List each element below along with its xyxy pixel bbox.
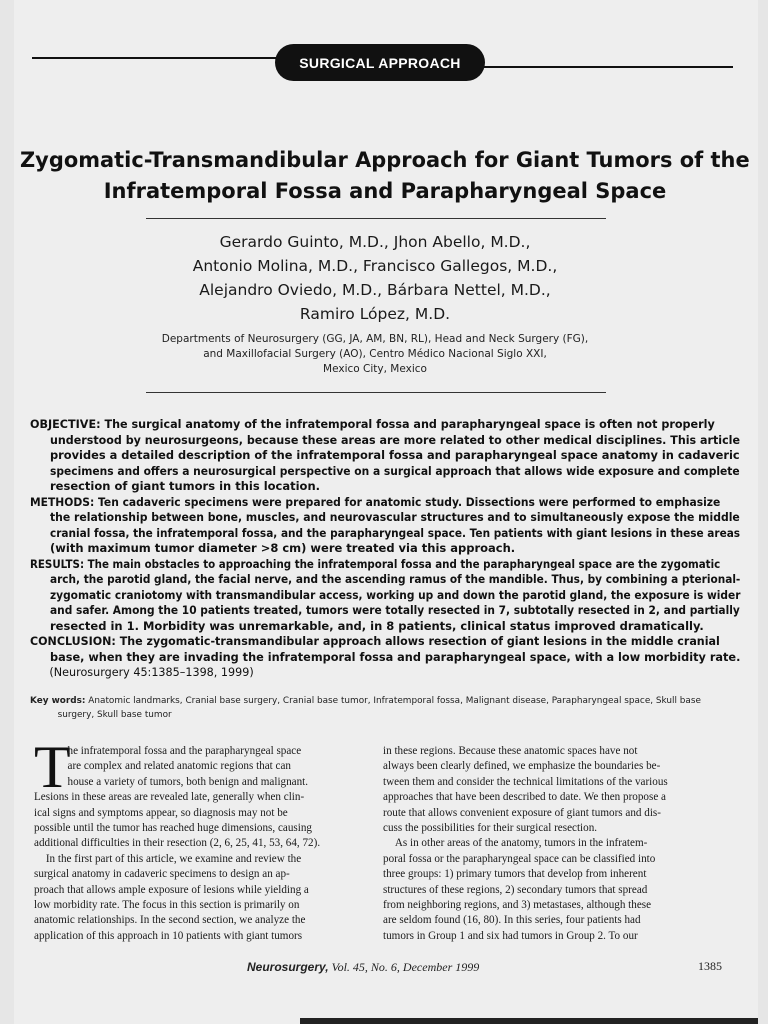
title-line-2: Infratemporal Fossa and Parapharyngeal Space [103, 179, 667, 203]
abstract [30, 417, 740, 681]
author-line: Gerardo Guinto, M.D., Jhon Abello, M.D., [219, 233, 531, 251]
body-line: additional difficulties in their resection (2, 6, 25, 41, 53, 64, 72). [34, 837, 321, 850]
body-line: possible until the tumor has reached huge dimensions, causing [34, 822, 312, 835]
body-line: In the first part of this article, we examine and review the [45, 852, 302, 865]
body-line: three groups: 1) primary tumors that develop from inherent [383, 868, 647, 881]
body-line: tumors in Group 1 and six had tumors in Group 2. To our [383, 929, 638, 942]
body-line: route that allows convenient exposure of giant tumors and dis- [383, 806, 661, 819]
title-line-1: Zygomatic-Transmandibular Approach for Giant Tumors of the [20, 148, 750, 172]
article-title [20, 145, 750, 207]
section-badge: SURGICAL APPROACH [275, 44, 485, 81]
body-line: poral fossa or the parapharyngeal space can be classified into [383, 852, 656, 865]
abstract-line: base, when they are invading the infratemporal fossa and parapharyngeal space, with a low morbidity rate. [50, 649, 741, 664]
body-line: are complex and related anatomic regions that can [67, 760, 292, 773]
abstract-line: zygomatic craniotomy with transmandibular access, working up and down the parotid gland, the exposure is wider [50, 587, 741, 602]
abstract-line: (with maximum tumor diameter >8 cm) were treated via this approach. [50, 541, 516, 555]
page-number: 1385 [698, 959, 722, 973]
header-rule-left [32, 57, 277, 59]
abstract-line: RESULTS: The main obstacles to approaching the infratemporal fossa and the parapharyngeal space are the zygomatic [30, 556, 721, 571]
body-column-left [34, 734, 379, 944]
keywords-text-cont: surgery, Skull base tumor [57, 710, 172, 720]
body-line: tween them and consider the technical limitations of the various [383, 775, 668, 788]
abstract-conclusion [30, 634, 740, 665]
body-line: Lesions in these areas are revealed late, generally when clin- [34, 791, 305, 804]
author-line: Antonio Molina, M.D., Francisco Gallegos, M.D., [192, 257, 558, 275]
body-line: are seldom found (16, 80). In this series, four patients had [383, 914, 641, 927]
body-line: cuss the possibilities for their surgical resection. [383, 822, 598, 835]
abstract-line: cranial fossa, the infratemporal fossa, and the parapharyngeal space. Ten patients with giant lesions in these areas [50, 525, 741, 540]
abstract-line: METHODS: Ten cadaveric specimens were prepared for anatomic study. Dissections were performed to emphasize [30, 494, 721, 509]
author-list [60, 230, 690, 326]
abstract-line: understood by neurosurgeons, because these areas are more related to other medical disciplines. This article [50, 432, 740, 447]
abstract-line: CONCLUSION: The zygomatic-transmandibular approach allows resection of giant lesions in the middle cranial [30, 634, 720, 648]
abstract-citation: (Neurosurgery 45:1385–1398, 1999) [49, 665, 254, 679]
abstract-line: the relationship between bone, muscles, and neurovascular structures and to simultaneously expose the middle [50, 510, 740, 524]
body-line: approaches that have been described to date. We then propose a [383, 791, 666, 804]
journal-issue: Vol. 45, No. 6, December 1999 [331, 960, 480, 974]
abstract-line: OBJECTIVE: The surgical anatomy of the infratemporal fossa and parapharyngeal space is often not properly [30, 417, 715, 431]
body-line: from neighboring regions, and 3) metastases, although these [383, 899, 652, 912]
body-line: always been clearly defined, we emphasize the boundaries be- [383, 760, 661, 773]
abstract-line: provides a detailed description of the infratemporal fossa and parapharyngeal space anatomy in cadaveric [50, 448, 740, 462]
drop-cap: T [34, 734, 71, 800]
affiliation-line: Departments of Neurosurgery (GG, JA, AM, BN, RL), Head and Neck Surgery (FG), [161, 333, 589, 345]
body-line: As in other areas of the anatomy, tumors in the infratem- [394, 837, 648, 850]
abstract-results [30, 557, 740, 635]
journal-footer [247, 960, 479, 975]
journal-name: Neurosurgery, [247, 960, 329, 974]
affiliation-line: and Maxillofacial Surgery (AO), Centro Médico Nacional Siglo XXI, [203, 348, 547, 360]
header-rule-right [483, 66, 733, 68]
affiliation [60, 332, 690, 377]
title-divider [146, 218, 606, 219]
body-line: structures of these regions, 2) secondary tumors that spread [383, 883, 648, 896]
body-line: surgical anatomy in cadaveric specimens to design an ap- [34, 868, 290, 881]
body-line: ical signs and symptoms appear, so diagnosis may not be [34, 806, 288, 819]
keywords-text: Anatomic landmarks, Cranial base surgery, Cranial base tumor, Infratemporal fossa, Malignant disease, Parapharyngeal space, Skull base [88, 696, 701, 706]
body-line: low morbidity rate. The focus in this section is primarily on [34, 899, 300, 912]
author-line: Alejandro Oviedo, M.D., Bárbara Nettel, M.D., [199, 281, 551, 299]
bottom-edge-bar [300, 1018, 758, 1024]
abstract-line: resection of giant tumors in this location. [50, 479, 321, 493]
author-line: Ramiro López, M.D. [299, 305, 451, 323]
body-line: application of this approach in 10 patients with giant tumors [34, 929, 303, 942]
abstract-objective [30, 417, 740, 495]
abstract-line: and safer. Among the 10 patients treated, tumors were totally resected in 7, subtotally resected in 2, and partially [50, 603, 740, 617]
abstract-line: arch, the parotid gland, the facial nerve, and the ascending ramus of the mandible. Thus, by combining a pterional- [50, 572, 741, 586]
body-line: he infratemporal fossa and the parapharyngeal space [67, 745, 302, 757]
abstract-line: resected in 1. Morbidity was unremarkable, and, in 8 patients, clinical status improved dramatically. [50, 618, 704, 633]
body-line: house a variety of tumors, both benign and malignant. [67, 775, 309, 788]
body-line: anatomic relationships. In the second section, we analyze the [34, 914, 306, 927]
abstract-methods [30, 495, 740, 557]
body-line: in these regions. Because these anatomic spaces have not [383, 745, 638, 757]
affiliation-line: Mexico City, Mexico [323, 363, 427, 375]
abstract-line: specimens and offers a neurosurgical perspective on a surgical approach that allows wide exposure and complete [50, 463, 740, 478]
body-line: proach that allows ample exposure of lesions while yielding a [34, 883, 309, 896]
keywords [30, 694, 740, 722]
body-column-right [383, 744, 728, 944]
affiliation-divider [146, 392, 606, 393]
keywords-label: Key words: [30, 696, 86, 706]
